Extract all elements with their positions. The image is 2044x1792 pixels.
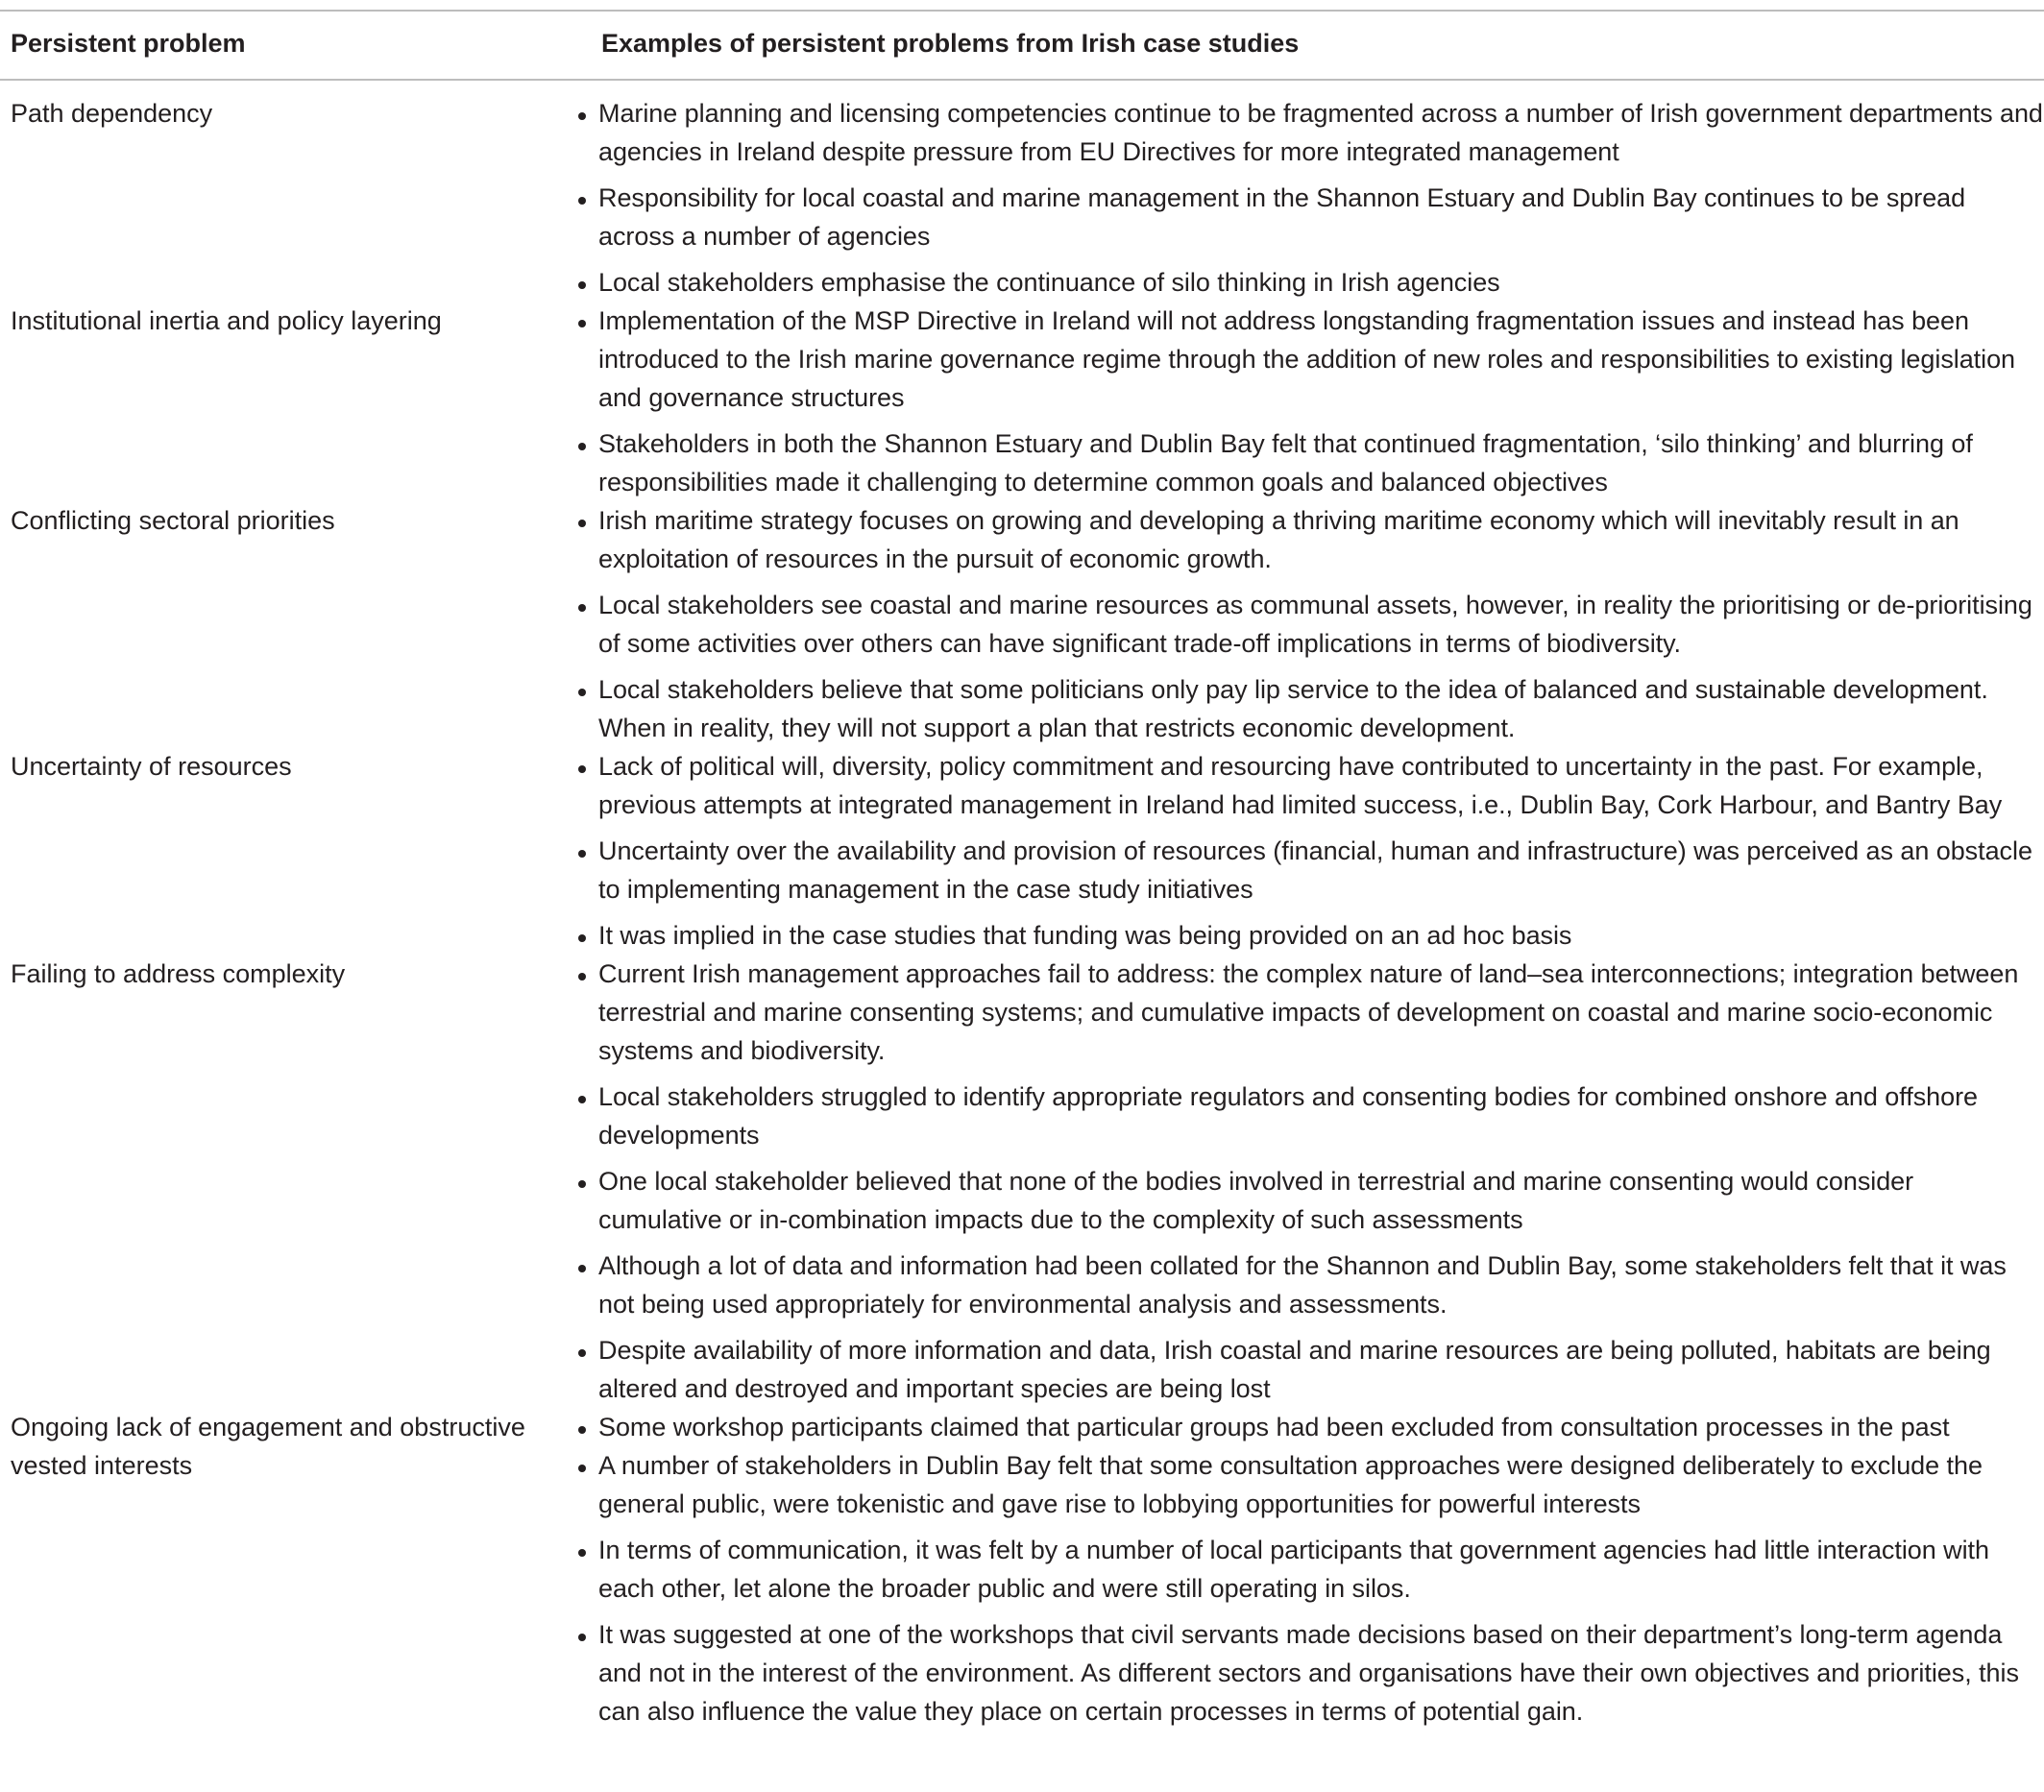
example-text: It was implied in the case studies that funding was being provided on an ad hoc basis (598, 921, 1572, 950)
example-text: Despite availability of more information and data, Irish coastal and marine resources are being polluted, habitats are being altered and destroyed and important species are being lost (598, 1336, 1991, 1403)
header-bottom-rule (0, 79, 2044, 81)
example-text: Although a lot of data and information had been collated for the Shannon and Dublin Bay, some stakeholders felt that it was not being used appropriately for environmental analysis and assessments. (598, 1251, 2007, 1319)
bullet-icon (578, 1634, 586, 1641)
table-top-rule (0, 10, 2044, 12)
list-item (574, 955, 2044, 1070)
example-text: Local stakeholders see coastal and marine resources as communal assets, however, in reality the prioritising or de-prioritising of some activities over others can have significant trade-off implications in terms of biodiversity. (598, 591, 2032, 658)
list-item (574, 1078, 2044, 1154)
list-item (574, 832, 2044, 908)
problem-cell: Path dependency (11, 99, 213, 128)
table-row (0, 747, 2044, 955)
bullet-icon (578, 1549, 586, 1557)
bullet-icon (578, 197, 586, 205)
list-item (574, 670, 2044, 747)
examples-cell (574, 747, 2044, 955)
list-item (574, 1531, 2044, 1608)
list-item (574, 501, 2044, 578)
bullet-icon (578, 1426, 586, 1434)
bullet-icon (578, 443, 586, 450)
list-item (574, 1408, 2044, 1446)
example-text: Marine planning and licensing competencies continue to be fragmented across a number of Irish government departments and agencies in Ireland despite pressure from EU Directives for more integrated management (598, 99, 2043, 166)
bullet-icon (578, 689, 586, 696)
list-item (574, 263, 2044, 302)
list-item (574, 1162, 2044, 1239)
bullet-icon (578, 1180, 586, 1188)
bullet-icon (578, 1096, 586, 1103)
examples-cell (574, 501, 2044, 747)
example-text: Local stakeholders emphasise the continuance of silo thinking in Irish agencies (598, 268, 1500, 297)
problem-cell: Conflicting sectoral priorities (11, 506, 335, 535)
list-item (574, 1247, 2044, 1323)
example-text: Current Irish management approaches fail to address: the complex nature of land–sea interconnections; integration between terrestrial and marine consenting systems; and cumulative impacts of development on coastal and marine socio-economic systems and biodiversity. (598, 959, 2019, 1065)
table-row (0, 94, 2044, 302)
bullet-icon (578, 934, 586, 942)
bullet-icon (578, 1265, 586, 1272)
table-row (0, 955, 2044, 1408)
list-item (574, 94, 2044, 171)
bullet-icon (578, 320, 586, 327)
problem-cell: Uncertainty of resources (11, 752, 292, 781)
bullet-icon (578, 281, 586, 289)
example-text: One local stakeholder believed that none of the bodies involved in terrestrial and marine consenting would consider cumulative or in-combination impacts due to the complexity of such assessments (598, 1167, 1914, 1234)
problem-cell: Failing to address complexity (11, 959, 346, 988)
list-item (574, 586, 2044, 663)
bullet-icon (578, 604, 586, 612)
example-text: Irish maritime strategy focuses on growing and developing a thriving maritime economy which will inevitably result in an exploitation of resources in the pursuit of economic growth. (598, 506, 1959, 573)
bullet-icon (578, 973, 586, 981)
examples-cell (574, 302, 2044, 501)
problem-cell: Ongoing lack of engagement and obstructive vested interests (11, 1413, 525, 1480)
table-row (0, 1408, 2044, 1731)
examples-cell (574, 94, 2044, 302)
list-item (574, 302, 2044, 417)
header-examples: Examples of persistent problems from Irish case studies (601, 29, 1300, 58)
example-text: A number of stakeholders in Dublin Bay felt that some consultation approaches were designed deliberately to exclude the general public, were tokenistic and gave rise to lobbying opportunities for powerful interests (598, 1451, 1983, 1518)
bullet-icon (578, 765, 586, 773)
table-body (0, 94, 2044, 1731)
table-row (0, 501, 2044, 747)
example-text: Implementation of the MSP Directive in Ireland will not address longstanding fragmentation issues and instead has been introduced to the Irish marine governance regime through the addition of new roles and responsibilities to existing legislation and governance structures (598, 306, 2016, 412)
example-text: Responsibility for local coastal and marine management in the Shannon Estuary and Dublin Bay continues to be spread across a number of agencies (598, 183, 1966, 251)
bullet-icon (578, 520, 586, 527)
bullet-icon (578, 1465, 586, 1472)
table-row (0, 302, 2044, 501)
example-text: Local stakeholders struggled to identify appropriate regulators and consenting bodies for combined onshore and offshore developments (598, 1082, 1978, 1150)
example-text: In terms of communication, it was felt by a number of local participants that government agencies had little interaction with each other, let alone the broader public and were still operating in silos. (598, 1536, 1989, 1603)
example-text: Uncertainty over the availability and provision of resources (financial, human and infrastructure) was perceived as an obstacle to implementing management in the case study initiatives (598, 836, 2032, 904)
bullet-icon (578, 1349, 586, 1357)
example-text: Local stakeholders believe that some politicians only pay lip service to the idea of balanced and sustainable development. When in reality, they will not support a plan that restricts economic development. (598, 675, 1988, 742)
list-item (574, 179, 2044, 255)
example-text: Stakeholders in both the Shannon Estuary and Dublin Bay felt that continued fragmentation, ‘silo thinking’ and blurring of responsibilities made it challenging to determine common goals and balanced objectives (598, 429, 1973, 496)
table-header (0, 29, 2044, 67)
header-persistent-problem: Persistent problem (11, 29, 246, 58)
example-text: It was suggested at one of the workshops that civil servants made decisions based on their department’s long-term agenda and not in the interest of the environment. As different sectors and organisations have their own objectives and priorities, this can also influence the value they place on certain processes in terms of potential gain. (598, 1620, 2019, 1726)
list-item (574, 916, 2044, 955)
list-item (574, 1615, 2044, 1731)
list-item (574, 1331, 2044, 1408)
example-text: Some workshop participants claimed that particular groups had been excluded from consultation processes in the past (598, 1413, 1950, 1441)
example-text: Lack of political will, diversity, policy commitment and resourcing have contributed to uncertainty in the past. For example, previous attempts at integrated management in Ireland had limited success, i.e., Dublin Bay, Cork Harbour, and Bantry Bay (598, 752, 2003, 819)
list-item (574, 1446, 2044, 1523)
list-item (574, 747, 2044, 824)
list-item (574, 424, 2044, 501)
examples-cell (574, 955, 2044, 1408)
problem-cell: Institutional inertia and policy layering (11, 306, 442, 335)
examples-cell (574, 1408, 2044, 1731)
bullet-icon (578, 850, 586, 858)
bullet-icon (578, 112, 586, 120)
